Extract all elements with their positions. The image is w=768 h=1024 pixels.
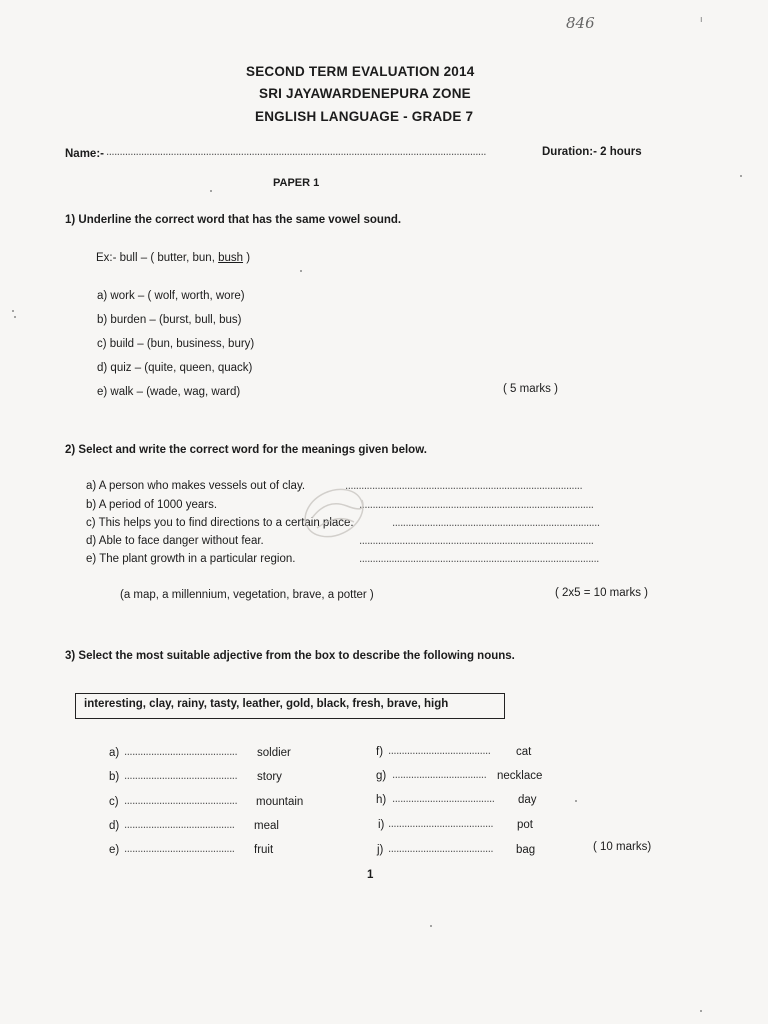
header-line2: SRI JAYAWARDENEPURA ZONE — [259, 86, 471, 101]
q1-item-a: a) work – ( wolf, worth, wore) — [97, 290, 245, 302]
watermark-stamp — [292, 478, 377, 548]
q1-example-suffix: ) — [243, 252, 251, 264]
q3-item-a-label: a) — [109, 747, 120, 759]
q2-item-b: b) A period of 1000 years. — [86, 499, 218, 511]
header-line1: SECOND TERM EVALUATION 2014 — [246, 64, 475, 79]
paper-label: PAPER 1 — [273, 177, 320, 189]
q2-item-d: d) Able to face danger without fear. — [86, 535, 264, 547]
q3-item-h-line: ...................................... — [392, 793, 495, 805]
q2-options: (a map, a millennium, vegetation, brave, a potter ) — [120, 589, 374, 601]
q1-marks: ( 5 marks ) — [503, 383, 558, 395]
q2-item-c: c) This helps you to find directions to a certain place. — [86, 517, 354, 529]
q1-example-answer: bush — [218, 252, 244, 264]
scan-speck — [700, 1010, 702, 1012]
q3-item-a-line: .......................................... — [124, 746, 238, 758]
q3-item-c-label: c) — [109, 796, 119, 808]
scan-speck — [740, 175, 742, 177]
q3-item-f-label: f) — [376, 746, 384, 758]
q3-item-g-label: g) — [376, 770, 387, 782]
q2-item-a: a) A person who makes vessels out of clay. — [86, 480, 306, 492]
q3-item-i-noun: pot — [517, 819, 533, 831]
scan-speck — [430, 925, 432, 927]
q3-item-i-line: ....................................... — [388, 818, 494, 830]
q1-example-prefix: Ex:- bull – ( butter, bun, — [96, 252, 219, 264]
q3-item-i-label: i) — [378, 819, 385, 831]
q2-question: 2) Select and write the correct word for the meanings given below. — [65, 444, 427, 456]
q2-item-e: e) The plant growth in a particular region. — [86, 553, 296, 565]
q3-item-c-noun: mountain — [256, 796, 304, 808]
duration: Duration:- 2 hours — [542, 146, 642, 158]
q3-item-b-label: b) — [109, 771, 120, 783]
q3-item-j-noun: bag — [516, 844, 536, 856]
q1-item-c: c) build – (bun, business, bury) — [97, 338, 255, 350]
q3-item-d-label: d) — [109, 820, 120, 832]
corner-mark: ı — [700, 14, 703, 24]
q3-item-a-noun: soldier — [257, 747, 291, 759]
scan-speck — [575, 800, 577, 802]
q1-item-b: b) burden – (burst, bull, bus) — [97, 314, 242, 326]
q3-item-b-line: .......................................... — [124, 770, 238, 782]
q1-question: 1) Underline the correct word that has the same vowel sound. — [65, 214, 402, 226]
header-line3: ENGLISH LANGUAGE - GRADE 7 — [255, 109, 474, 124]
q1-example — [96, 252, 250, 264]
q1-item-e: e) walk – (wade, wag, ward) — [97, 386, 241, 398]
q3-item-d-line: ......................................... — [124, 819, 235, 831]
q3-item-e-label: e) — [109, 844, 120, 856]
scan-speck — [12, 310, 14, 312]
scan-speck — [210, 190, 212, 192]
name-label: Name:- — [65, 148, 104, 160]
scan-speck — [300, 270, 302, 272]
q2-marks: ( 2x5 = 10 marks ) — [555, 587, 648, 599]
q3-item-b-noun: story — [257, 771, 282, 783]
adjective-box-text: interesting, clay, rainy, tasty, leather, gold, black, fresh, brave, high — [84, 698, 449, 710]
q3-marks: ( 10 marks) — [593, 841, 652, 853]
q3-item-j-line: ....................................... — [388, 843, 494, 855]
q2-answer-line-c: ............................................................................. — [392, 517, 600, 529]
q3-item-g-noun: necklace — [497, 770, 543, 782]
q2-answer-line-a: ........................................................................................ — [345, 480, 583, 492]
q3-item-e-noun: fruit — [254, 844, 274, 856]
q3-item-g-line: ................................... — [392, 769, 487, 781]
q3-item-h-noun: day — [518, 794, 537, 806]
q3-item-f-line: ...................................... — [388, 745, 491, 757]
q3-question: 3) Select the most suitable adjective from the box to describe the following nouns. — [65, 650, 515, 662]
page-number: 1 — [367, 869, 374, 881]
q3-item-d-noun: meal — [254, 820, 279, 832]
adjective-box — [75, 693, 505, 719]
corner-note: 846 — [566, 14, 595, 32]
q1-item-d: d) quiz – (quite, queen, quack) — [97, 362, 253, 374]
q3-item-h-label: h) — [376, 794, 387, 806]
q2-answer-line-d: ....................................................................................... — [359, 535, 594, 547]
q3-item-f-noun: cat — [516, 746, 532, 758]
q2-answer-line-b: ....................................................................................... — [359, 499, 594, 511]
q2-answer-line-e: ......................................................................................... — [359, 553, 599, 565]
name-line: ............................................................................................................................................. — [106, 146, 487, 158]
scan-speck — [14, 316, 16, 318]
q3-item-j-label: j) — [377, 844, 384, 856]
q3-item-c-line: .......................................... — [124, 795, 238, 807]
q3-item-e-line: ......................................... — [124, 843, 235, 855]
